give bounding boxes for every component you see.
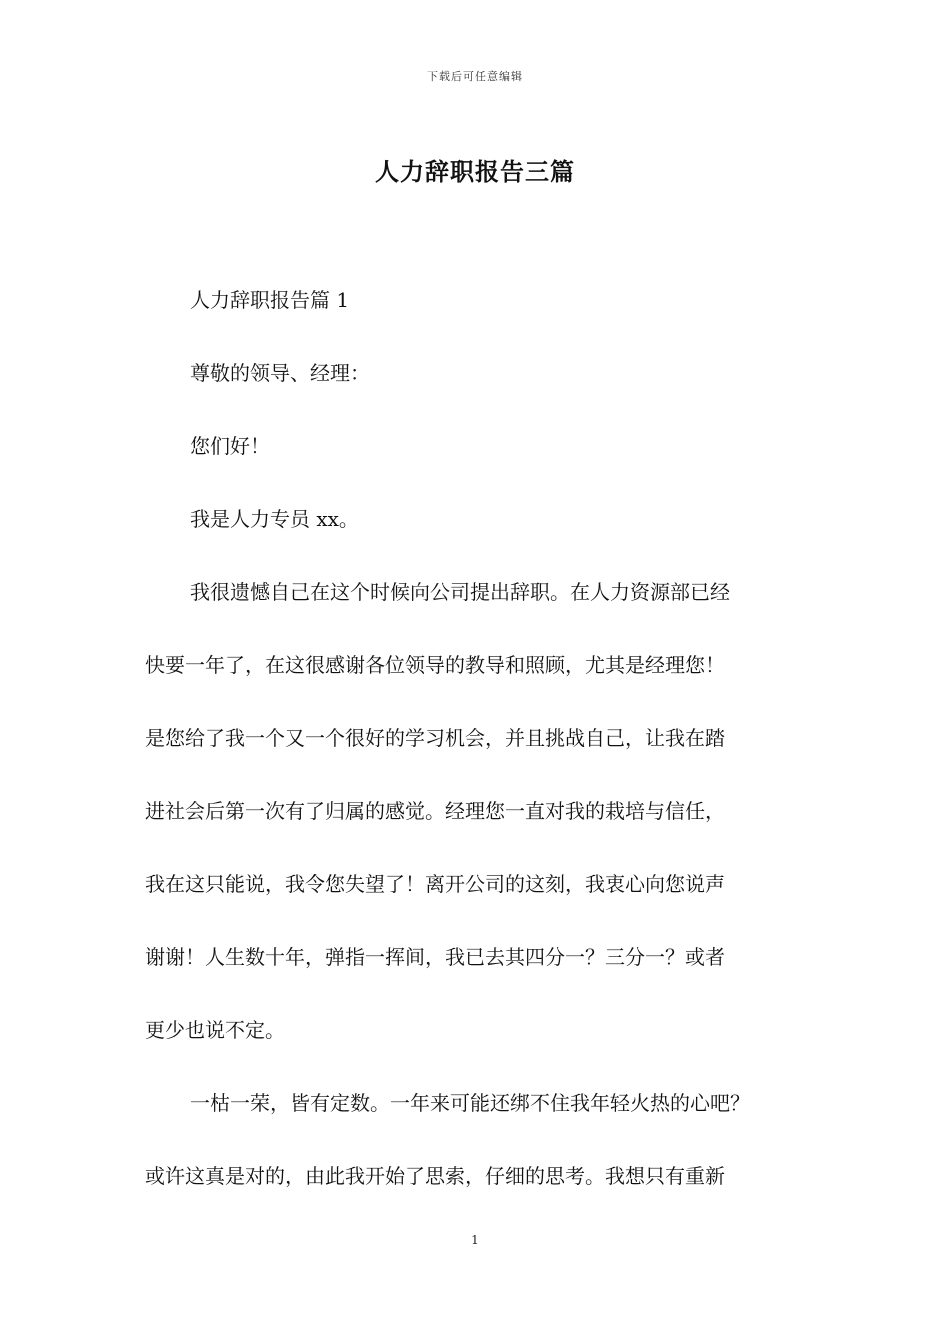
paragraph-line: 谢谢！人生数十年，弹指一挥间，我已去其四分一？三分一？或者	[145, 945, 725, 969]
page-header-note: 下载后可任意编辑	[427, 70, 523, 83]
greeting: 您们好！	[190, 434, 270, 458]
paragraph-line: 是您给了我一个又一个很好的学习机会，并且挑战自己，让我在踏	[145, 726, 725, 750]
paragraph-line: 我很遗憾自己在这个时候向公司提出辞职。在人力资源部已经	[190, 580, 730, 604]
page-number: 1	[471, 1233, 479, 1247]
paragraph-line: 我在这只能说，我令您失望了！离开公司的这刻，我衷心向您说声	[145, 872, 725, 896]
paragraph-line: 更少也说不定。	[145, 1018, 285, 1042]
paragraph-line: 进社会后第一次有了归属的感觉。经理您一直对我的栽培与信任，	[145, 799, 725, 823]
paragraph-line: 我是人力专员 xx。	[190, 507, 359, 531]
paragraph-line: 一枯一荣，皆有定数。一年来可能还绑不住我年轻火热的心吧？	[190, 1091, 750, 1115]
paragraph-line: 或许这真是对的，由此我开始了思索，仔细的思考。我想只有重新	[145, 1164, 725, 1188]
document-title: 人力辞职报告三篇	[375, 157, 575, 186]
section-heading: 人力辞职报告篇 1	[190, 288, 350, 312]
salutation: 尊敬的领导、经理：	[190, 361, 370, 385]
paragraph-line: 快要一年了，在这很感谢各位领导的教导和照顾，尤其是经理您！	[145, 653, 725, 677]
document-body	[145, 264, 815, 1213]
